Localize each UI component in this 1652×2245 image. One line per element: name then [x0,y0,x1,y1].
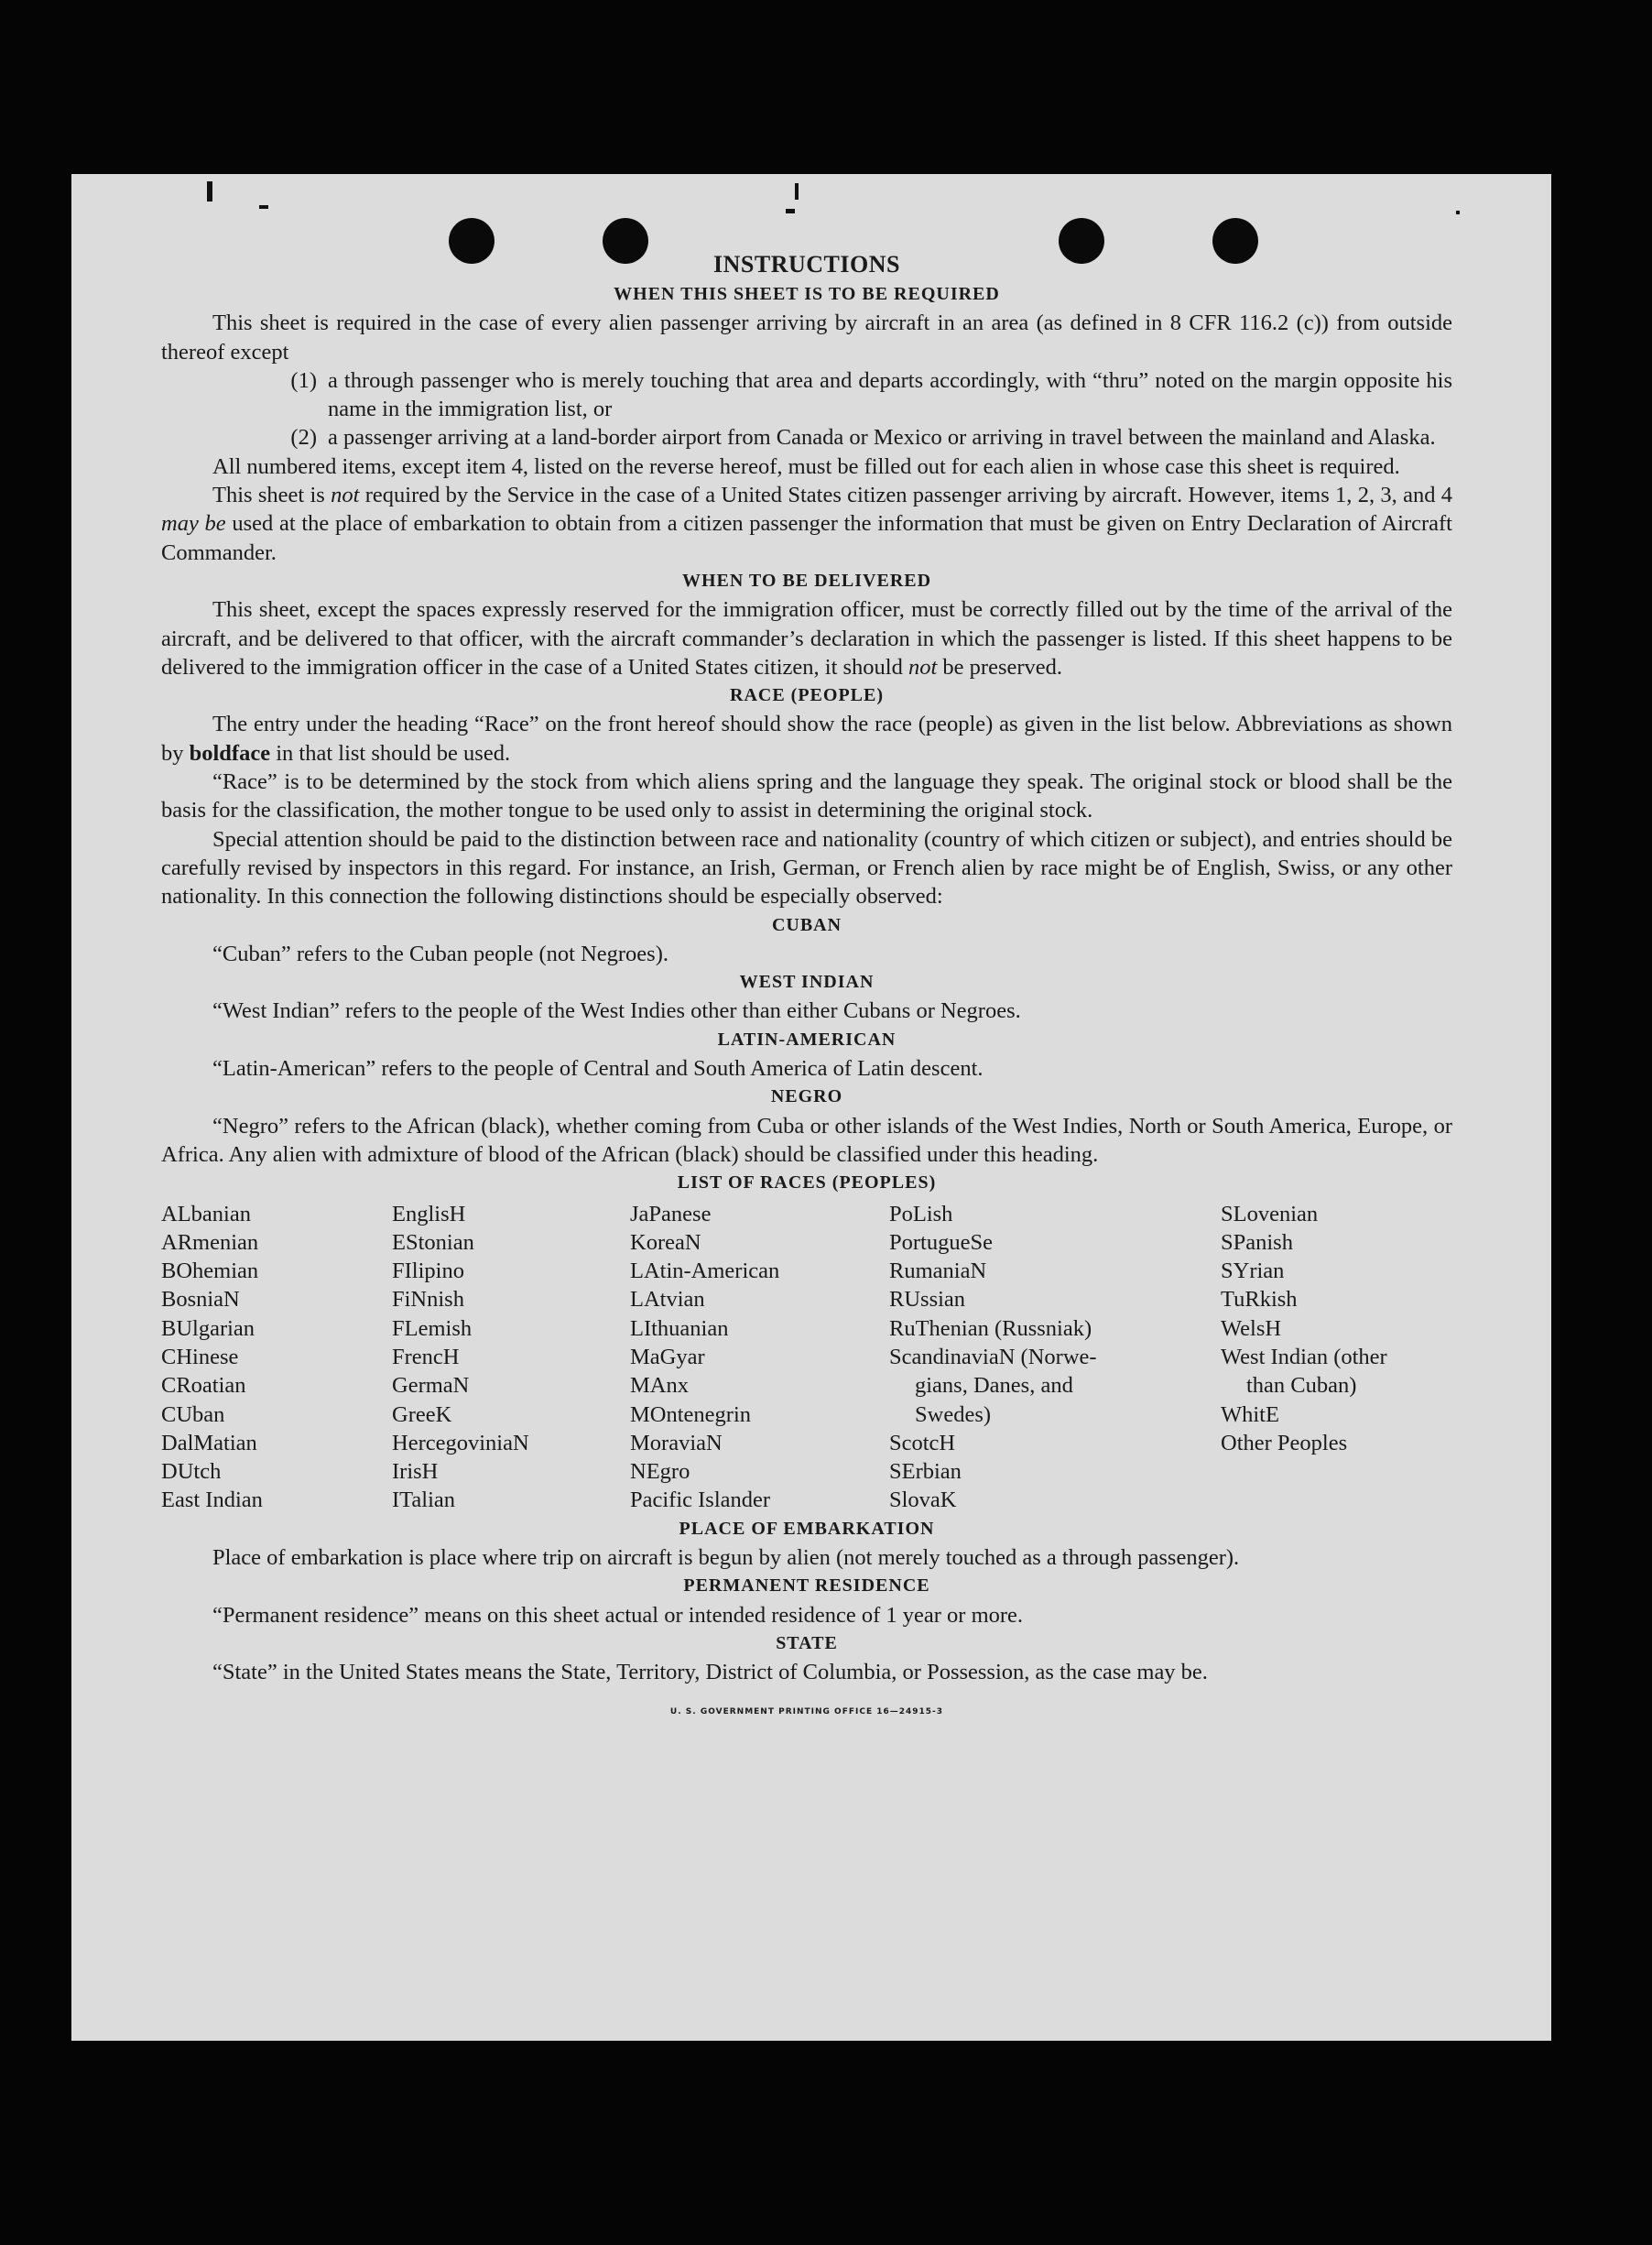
race-item-continuation: gians, Danes, and [915,1373,1073,1399]
paragraph: “Permanent residence” means on this sheet actual or intended residence of 1 year or more. [212,1602,1024,1628]
paragraph: The entry under the heading “Race” on the front hereof should show the race (people) as given in the list below. Abbreviations as shown by boldface in that list should be used. [161,712,1452,766]
race-column [889,1200,1221,1515]
race-item: DUtch [161,1459,222,1485]
race-item: PoLish [889,1201,953,1226]
race-item: EnglisH [392,1201,466,1226]
item-text: a passenger arriving at a land-border airport from Canada or Mexico or arriving in travel between the mainland and Alaska. [328,425,1436,451]
paragraph: Place of embarkation is place where trip on aircraft is begun by alien (not merely touched as a through passenger). [212,1545,1240,1571]
race-item: EStonian [392,1229,474,1255]
race-item: BOhemian [161,1259,259,1284]
race-item: MOntenegrin [630,1401,751,1427]
paragraph: All numbered items, except item 4, listed on the reverse hereof, must be filled out for each alien in whose case this sheet is required. [212,453,1400,479]
race-item: GermaN [392,1373,470,1399]
ink-speck [795,183,799,200]
section-heading: RACE (PEOPLE) [730,685,884,706]
paragraph: This sheet, except the spaces expressly reserved for the immigration officer, must be correctly filled out by the time of the arrival of the aircraft, and be delivered to that officer, with the aircraft commander’s declaration in which the passenger is listed. If this sheet happens to be delivered to the immigration officer in the case of a United States citizen, it should not be preserved. [161,597,1452,680]
document-sheet [71,174,1551,2041]
race-item: FIlipino [392,1259,464,1284]
paragraph: “Cuban” refers to the Cuban people (not Negroes). [212,941,668,966]
paragraph: “Latin-American” refers to the people of Central and South America of Latin descent. [212,1056,984,1082]
race-item: NEgro [630,1459,690,1485]
section-heading: WEST INDIAN [739,972,875,993]
race-item: MoraviaN [630,1430,723,1455]
race-item: ITalian [392,1488,456,1513]
race-item: ARmenian [161,1229,259,1255]
paragraph: “State” in the United States means the State, Territory, District of Columbia, or Possession, as the case may be. [212,1660,1208,1685]
race-item: SLovenian [1221,1201,1319,1226]
race-column [161,1200,392,1515]
section-heading: STATE [776,1632,838,1653]
section-heading: LATIN-AMERICAN [717,1029,897,1050]
race-item: ScandinaviaN (Norwe- [889,1344,1097,1369]
race-item: CRoatian [161,1373,246,1399]
race-item: FrencH [392,1344,460,1369]
ink-speck [786,209,795,213]
paragraph: Special attention should be paid to the distinction between race and nationality (country of which citizen or subject), and entries should be carefully revised by inspectors in this regard. For instance, an Irish, German, or French alien by race might be of English, Swiss, or any other nationality. In this connection the following distinctions should be especially observed: [161,826,1452,910]
race-item: RUssian [889,1287,966,1313]
race-item: SYrian [1221,1259,1285,1284]
race-list [161,1200,1452,1515]
race-item: FiNnish [392,1287,464,1313]
section-heading: NEGRO [770,1086,843,1107]
race-item: TuRkish [1221,1287,1298,1313]
ink-speck [207,181,212,202]
race-item: DalMatian [161,1430,257,1455]
race-item: MAnx [630,1373,689,1399]
race-item: HercegoviniaN [392,1430,529,1455]
race-item-continuation: than Cuban) [1246,1373,1357,1399]
page-title: INSTRUCTIONS [713,251,900,278]
race-item: KoreaN [630,1229,701,1255]
race-item: MaGyar [630,1344,705,1369]
race-item: PortugueSe [889,1229,993,1255]
race-item: SErbian [889,1459,962,1485]
paragraph: This sheet is not required by the Service in the case of a United States citizen passenger arriving by aircraft. However, items 1, 2, 3, and 4 may be used at the place of embarkation to obtain from a citizen passenger the information that must be given on Entry Declaration of Aircraft Commander. [161,483,1452,565]
race-item: BUlgarian [161,1315,255,1341]
race-item: IrisH [392,1459,439,1485]
section-heading: CUBAN [771,914,842,935]
race-column [630,1200,889,1515]
race-item: LAtvian [630,1287,705,1313]
race-column [1221,1200,1452,1515]
instructions-text [161,249,1452,1727]
paragraph: “West Indian” refers to the people of the West Indies other than either Cubans or Negroes. [212,998,1021,1024]
section-heading: LIST OF RACES (PEOPLES) [677,1172,937,1193]
item-text: a through passenger who is merely touching that area and departs accordingly, with “thru” noted on the margin opposite his name in the immigration list, or [328,367,1452,422]
section-heading: WHEN TO BE DELIVERED [681,570,932,591]
race-item: CHinese [161,1344,239,1369]
paragraph: “Race” is to be determined by the stock from which aliens spring and the language they speak. The original stock or blood shall be the basis for the classification, the mother tongue to be used only to assist in determining the original stock. [161,769,1452,823]
race-item: LIthuanian [630,1315,729,1341]
race-item: WelsH [1221,1315,1282,1341]
race-item: West Indian (other [1221,1344,1387,1369]
list-item [161,423,1452,452]
race-item: RuThenian (Russniak) [889,1315,1092,1341]
section-heading: WHEN THIS SHEET IS TO BE REQUIRED [614,284,1000,304]
section-heading: PLACE OF EMBARKATION [679,1518,935,1539]
race-item: LAtin-American [630,1259,780,1284]
race-item: ALbanian [161,1201,251,1226]
race-item: SlovaK [889,1488,957,1513]
race-item: GreeK [392,1401,452,1427]
ink-speck [259,205,268,209]
race-item: CUban [161,1401,225,1427]
section-heading: PERMANENT RESIDENCE [683,1575,930,1597]
race-item: Other Peoples [1221,1430,1348,1455]
race-item: Pacific Islander [630,1488,771,1513]
list-item [161,366,1452,424]
race-item: WhitE [1221,1401,1279,1427]
race-item: FLemish [392,1315,473,1341]
race-item: SPanish [1221,1229,1293,1255]
race-item: ScotcH [889,1430,956,1455]
race-column [392,1200,630,1515]
ink-speck [1456,211,1460,214]
paragraph: “Negro” refers to the African (black), whether coming from Cuba or other islands of the West Indies, North or South America, Europe, or Africa. Any alien with admixture of blood of the African (black) should be classified under this heading. [161,1113,1452,1167]
printer-imprint: U. S. GOVERNMENT PRINTING OFFICE 16—24915-3 [669,1706,944,1716]
paragraph: This sheet is required in the case of every alien passenger arriving by aircraft in an area (as defined in 8 CFR 116.2 (c)) from outside thereof except [161,311,1452,365]
race-item: RumaniaN [889,1259,987,1284]
race-item: BosniaN [161,1287,240,1313]
item-number: (2) [290,425,317,451]
race-item-continuation: Swedes) [915,1401,992,1427]
race-item: East Indian [161,1488,263,1513]
race-item: JaPanese [630,1201,712,1226]
item-number: (1) [290,367,317,393]
